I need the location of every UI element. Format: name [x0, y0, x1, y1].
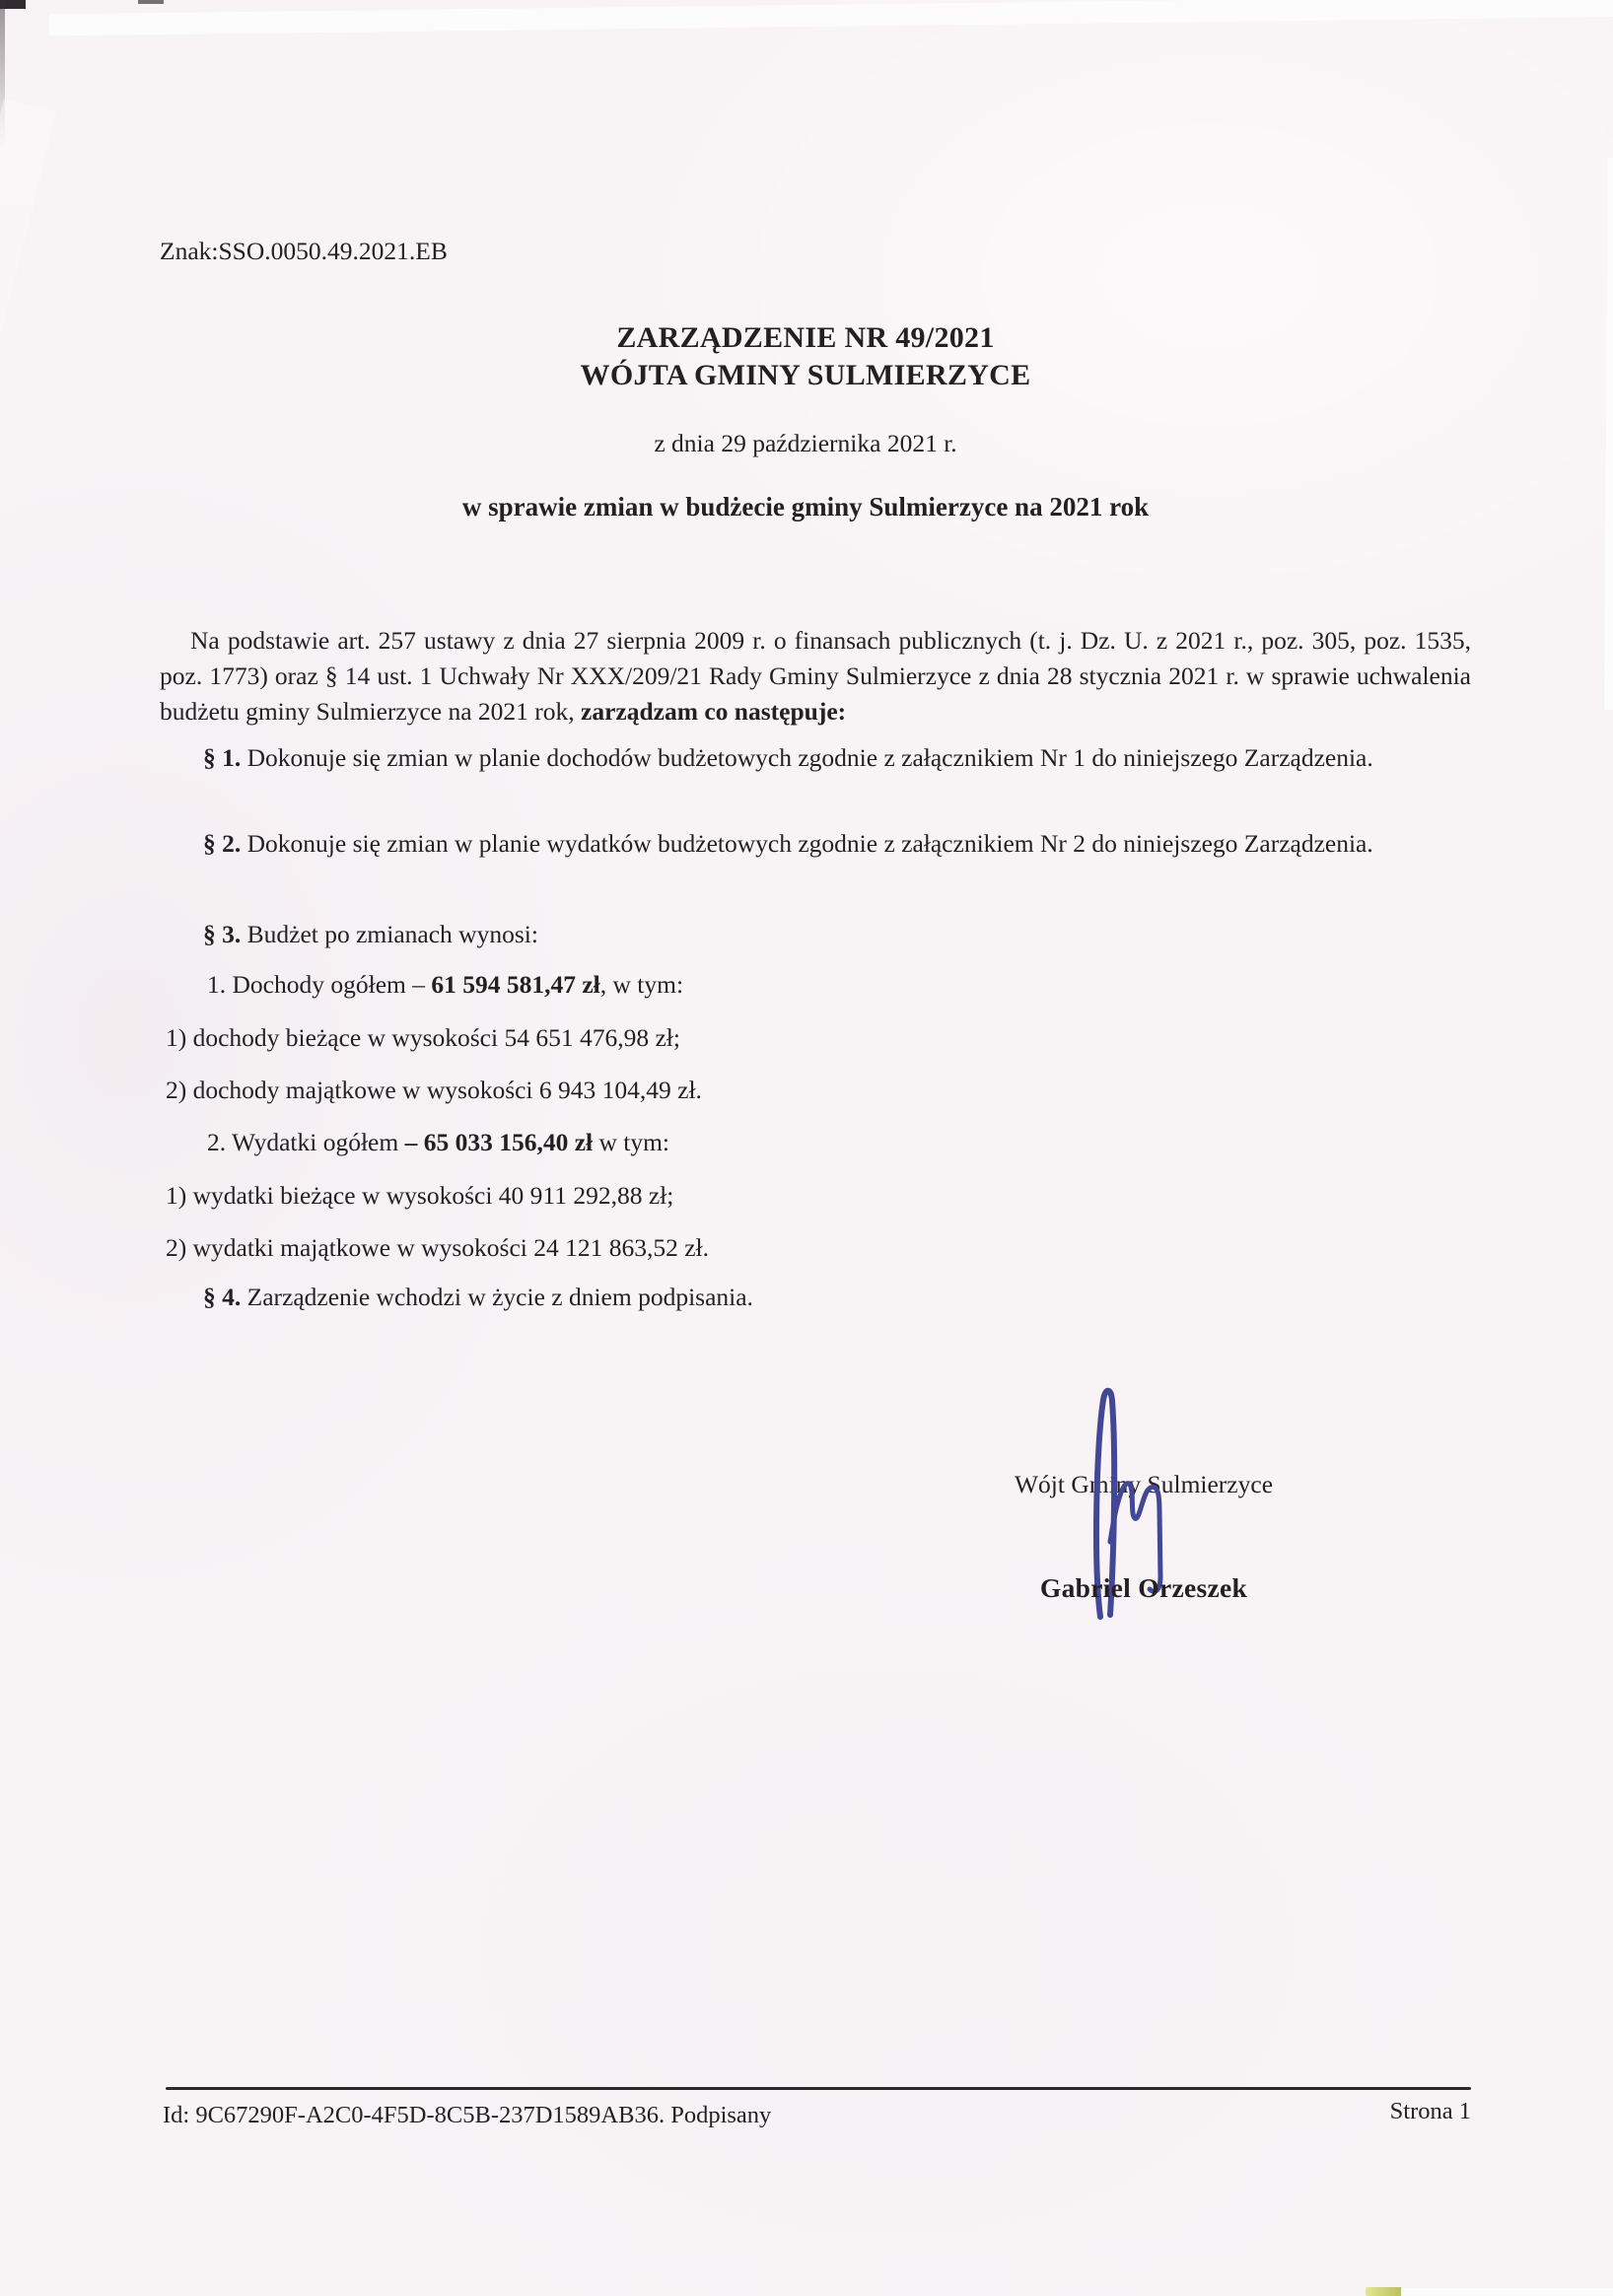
- scan-artifact-top-mark: [138, 0, 164, 4]
- budget-item-current-expenses: 1) wydatki bieżące w wysokości 40 911 292,88 zł;: [166, 1180, 674, 1210]
- footer-document-id: Id: 9C67290F-A2C0-4F5D-8C5B-237D1589AB36. Podpisany: [163, 2102, 772, 2128]
- budget-item-capital-income: 2) dochody majątkowe w wysokości 6 943 104,49 zł.: [166, 1075, 702, 1104]
- section-4-paragraph: [160, 1280, 1471, 1315]
- section-1-paragraph: [160, 740, 1471, 776]
- document-subject: w sprawie zmian w budżecie gminy Sulmierzyce na 2021 rok: [461, 492, 1150, 522]
- section-2-label: § 2.: [203, 828, 242, 858]
- signature-name: Gabriel Orzeszek: [1039, 1572, 1248, 1603]
- legal-basis-paragraph: [160, 623, 1471, 730]
- budget-item-total-expenses: 2. Wydatki ogółem – 65 033 156,40 zł w tym:: [207, 1127, 670, 1156]
- section-1-label: § 1.: [203, 742, 242, 772]
- budget-item-capital-expenses: 2) wydatki majątkowe w wysokości 24 121 863,52 zł.: [166, 1232, 710, 1262]
- legal-basis-bold-suffix: zarządzam co następuje:: [581, 696, 847, 726]
- section-3-text: Budżet po zmianach wynosi:: [241, 919, 538, 948]
- budget-item-total-income: 1. Dochody ogółem – 61 594 581,47 zł, w tym:: [207, 969, 684, 999]
- document-reference: Znak:SSO.0050.49.2021.EB: [160, 237, 448, 265]
- signature-role: Wójt Gminy Sulmierzyce: [1014, 1470, 1274, 1498]
- legal-basis-text: Na podstawie art. 257 ustawy z dnia 27 sierpnia 2009 r. o finansach publicznych (t. j. Dz. U. z 2021 r., poz. 305, poz. 1535, poz. 1773) oraz § 14 ust. 1 Uchwały Nr XXX/209/21 Rady Gminy Sulmierzyce z dnia 28 stycznia 2021 r. w sprawie uchwalenia budżetu gminy Sulmierzyce na 2021 rok,: [160, 625, 1471, 726]
- document-date: z dnia 29 października 2021 r.: [654, 429, 957, 457]
- section-3-paragraph: [160, 917, 1471, 952]
- section-1-text: Dokonuje się zmian w planie dochodów budżetowych zgodnie z załącznikiem Nr 1 do niniejszego Zarządzenia.: [241, 742, 1373, 772]
- section-4-text: Zarządzenie wchodzi w życie z dniem podpisania.: [241, 1282, 753, 1311]
- section-3-label: § 3.: [203, 919, 242, 948]
- scan-artifact-right-edge: [1604, 158, 1613, 710]
- budget-item-current-income: 1) dochody bieżące w wysokości 54 651 476,98 zł;: [166, 1022, 680, 1052]
- document-title-line2: WÓJTA GMINY SULMIERZYCE: [580, 359, 1031, 391]
- document-heading: [150, 319, 1461, 394]
- scan-artifact-bottom-strip: [1401, 2288, 1613, 2296]
- scan-artifact-top-band: [49, 0, 1613, 35]
- scan-artifact-bottom-smudge: [1366, 2287, 1402, 2296]
- footer-divider: [166, 2087, 1471, 2090]
- document-title-line1: ZARZĄDZENIE NR 49/2021: [616, 321, 995, 354]
- section-4-label: § 4.: [203, 1282, 242, 1311]
- footer-page-number: Strona 1: [1389, 2098, 1471, 2124]
- section-2-paragraph: [160, 826, 1471, 862]
- scan-artifact-light-streak: [0, 99, 56, 685]
- section-2-text: Dokonuje się zmian w planie wydatków budżetowych zgodnie z załącznikiem Nr 2 do niniejszego Zarządzenia.: [241, 828, 1373, 858]
